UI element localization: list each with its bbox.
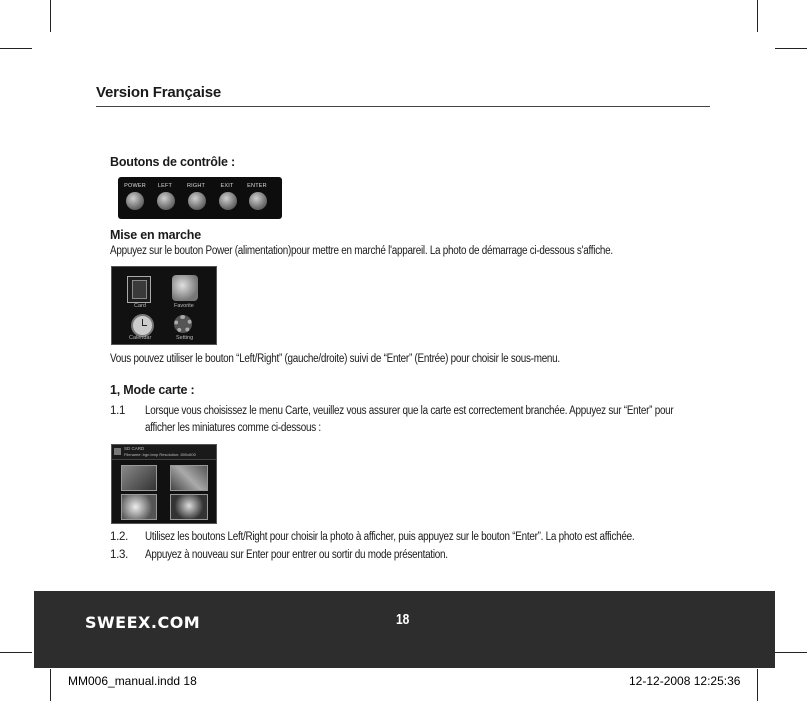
thumbnail-image — [121, 465, 157, 491]
thumbnail-screen-image — [111, 444, 217, 524]
sd-card-icon — [114, 448, 121, 455]
sd-card-label: SD CARD — [124, 446, 145, 451]
calendar-clock-icon — [131, 314, 154, 337]
favorite-icon — [172, 275, 198, 301]
exit-button-label: EXIT — [220, 183, 234, 189]
right-button-label: RIGHT — [186, 183, 206, 189]
thumbnail-image — [170, 494, 208, 520]
thumbnail-image — [170, 465, 208, 491]
card-icon — [127, 276, 151, 303]
exit-knob-icon — [219, 192, 237, 210]
header-divider — [96, 106, 710, 107]
right-knob-icon — [188, 192, 206, 210]
item-number: 1.1 — [110, 405, 126, 417]
menu-calendar-label: Calendar — [129, 335, 152, 341]
crop-mark — [50, 0, 51, 32]
item-number: 1.3. — [110, 549, 128, 561]
crop-mark — [0, 48, 32, 49]
item-text: Utilisez les boutons Left/Right pour choisir la photo à afficher, puis appuyez sur le bouton “Enter”. La photo est affichée. — [145, 531, 635, 543]
power-on-heading: Mise en marche — [110, 228, 201, 242]
left-button-label: LEFT — [157, 183, 173, 189]
left-knob-icon — [157, 192, 175, 210]
page-title: Version Française — [96, 84, 222, 101]
card-mode-heading: 1, Mode carte : — [110, 383, 195, 397]
crop-mark — [0, 652, 32, 653]
enter-knob-icon — [249, 192, 267, 210]
power-button-label: POWER — [124, 183, 146, 189]
slug-date: 12-12-2008 12:25:36 — [629, 674, 741, 688]
menu-setting-label: Setting — [176, 335, 194, 341]
startup-menu-image — [111, 266, 217, 345]
power-on-text: Appuyez sur le bouton Power (alimentation)pour mettre en marché l'appareil. La photo de démarrage ci-dessous s'affiche. — [110, 245, 613, 257]
crop-mark — [775, 652, 807, 653]
crop-mark — [775, 48, 807, 49]
item-text: Appuyez à nouveau sur Enter pour entrer ou sortir du mode présentation. — [145, 549, 448, 561]
enter-button-label: ENTER — [247, 183, 267, 189]
controls-heading: Boutons de contrôle : — [110, 155, 235, 169]
slug-filename: MM006_manual.indd 18 — [68, 674, 197, 688]
item-text: Lorsque vous choisissez le menu Carte, veuillez vous assurer que la carte est correctement branchée. Appuyez sur “Enter” pour — [145, 405, 674, 417]
menu-favorite-label: Favorite — [174, 303, 194, 309]
submenu-text: Vous pouvez utiliser le bouton “Left/Right” (gauche/droite) suivi de “Enter” (Entrée) pour choisir le sous-menu. — [110, 353, 560, 365]
file-info-label: Filename: bgn.bmp Resolution: 800x600 — [124, 452, 196, 457]
page-number: 18 — [396, 611, 410, 628]
gear-icon — [174, 315, 192, 333]
crop-mark — [757, 0, 758, 32]
thumbnail-image — [121, 494, 157, 520]
item-text: afficher les miniatures comme ci-dessous : — [145, 422, 321, 434]
power-knob-icon — [126, 192, 144, 210]
sweex-logo: SWEEX.COM — [85, 613, 201, 632]
item-number: 1.2. — [110, 531, 128, 543]
control-panel-image — [118, 177, 282, 219]
menu-card-label: Card — [134, 303, 146, 309]
crop-mark — [757, 669, 758, 701]
crop-mark — [50, 669, 51, 701]
